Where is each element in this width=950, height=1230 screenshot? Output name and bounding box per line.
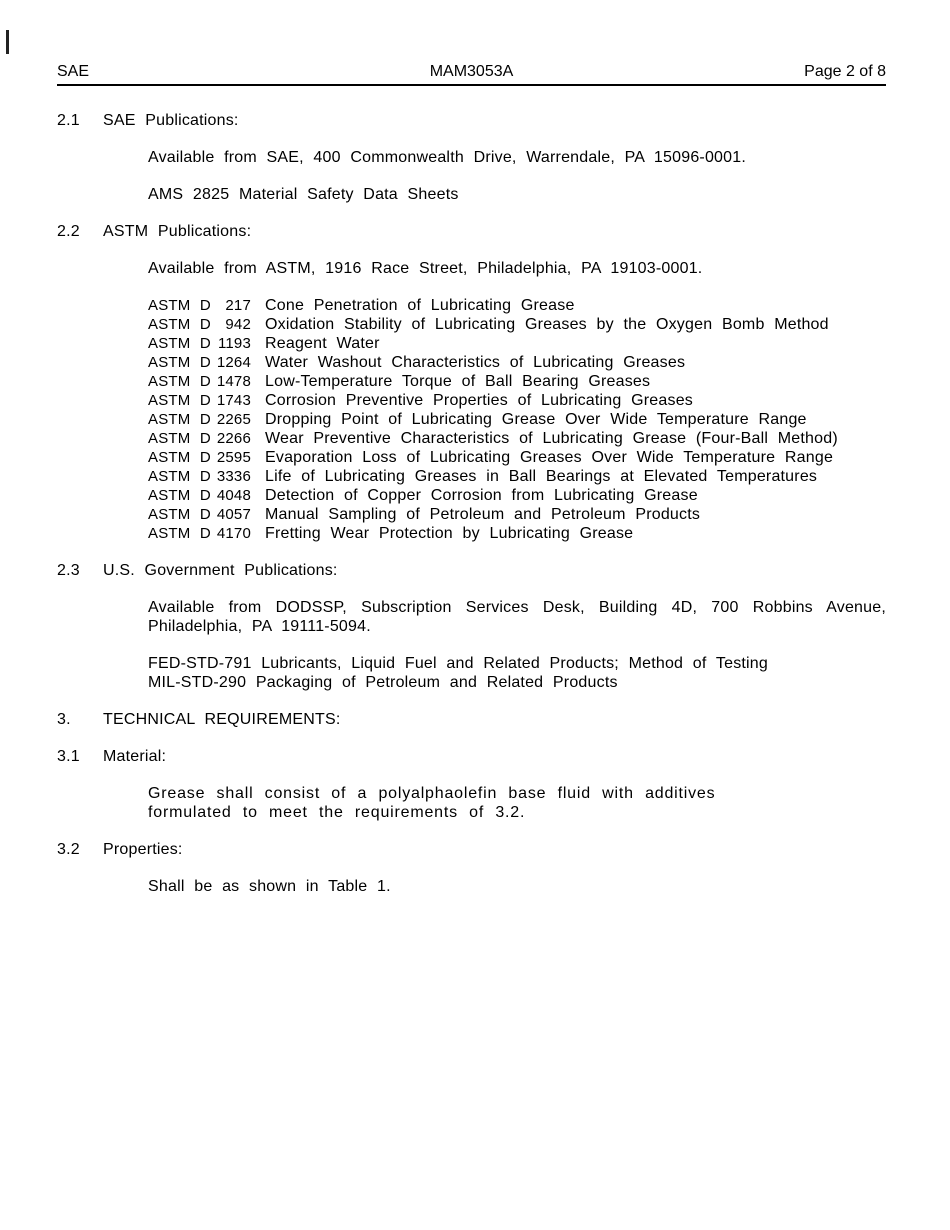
astm-std-number: 2595 — [216, 449, 251, 466]
astm-std-number: 2265 — [216, 411, 251, 428]
astm-standard-row — [148, 505, 850, 524]
astm-standard-row — [148, 448, 850, 467]
section-number: 2.2 — [57, 223, 80, 240]
astm-std-title: Manual Sampling of Petroleum and Petroleum Products — [265, 506, 701, 523]
section-number: 3. — [57, 711, 71, 728]
fed-std-791-line: FED-STD-791 Lubricants, Liquid Fuel and Related Products; Method of Testing — [148, 655, 768, 672]
astm-std-prefix: ASTM D — [148, 373, 211, 390]
astm-standard-row — [148, 334, 850, 353]
astm-std-number: 4170 — [216, 525, 251, 542]
astm-std-title: Detection of Copper Corrosion from Lubricating Grease — [265, 487, 698, 504]
paragraph-astm-address: Available from ASTM, 1916 Race Street, Philadelphia, PA 19103-0001. — [148, 260, 703, 277]
scan-artifact — [6, 30, 9, 54]
astm-std-number: 1264 — [216, 354, 251, 371]
paragraph-sae-address: Available from SAE, 400 Commonwealth Drive, Warrendale, PA 15096-0001. — [148, 149, 746, 166]
astm-std-prefix: ASTM D — [148, 335, 211, 352]
section-title: TECHNICAL REQUIREMENTS: — [103, 711, 341, 728]
header-page-label: Page 2 of 8 — [804, 63, 886, 80]
astm-std-prefix: ASTM D — [148, 449, 211, 466]
astm-std-number: 2266 — [216, 430, 251, 447]
astm-standard-row — [148, 391, 850, 410]
section-heading-2-3 — [57, 561, 886, 580]
section-heading-3 — [57, 710, 886, 729]
astm-std-number: 4057 — [216, 506, 251, 523]
section-number: 2.3 — [57, 562, 80, 579]
astm-std-number: 1478 — [216, 373, 251, 390]
astm-standard-row — [148, 296, 850, 315]
section-title: SAE Publications: — [103, 112, 239, 129]
section-title: ASTM Publications: — [103, 223, 252, 240]
astm-standard-row — [148, 315, 850, 334]
section-number: 2.1 — [57, 112, 80, 129]
astm-std-prefix: ASTM D — [148, 487, 211, 504]
section-heading-2-1 — [57, 111, 886, 130]
astm-standard-row — [148, 486, 850, 505]
astm-standard-row — [148, 410, 850, 429]
paragraph-properties: Shall be as shown in Table 1. — [148, 878, 391, 895]
astm-std-title: Water Washout Characteristics of Lubricating Greases — [265, 354, 686, 371]
astm-std-prefix: ASTM D — [148, 525, 211, 542]
paragraph-ams-2825: AMS 2825 Material Safety Data Sheets — [148, 186, 459, 203]
astm-std-title: Wear Preventive Characteristics of Lubricating Grease (Four-Ball Method) — [265, 430, 838, 447]
astm-std-title: Cone Penetration of Lubricating Grease — [265, 297, 575, 314]
astm-std-title: Oxidation Stability of Lubricating Greases by the Oxygen Bomb Method — [265, 316, 829, 333]
page-header — [57, 62, 886, 86]
astm-std-title: Dropping Point of Lubricating Grease Over Wide Temperature Range — [265, 411, 807, 428]
astm-std-title: Life of Lubricating Greases in Ball Bearings at Elevated Temperatures — [265, 468, 818, 485]
section-title: Material: — [103, 748, 167, 765]
astm-std-title: Corrosion Preventive Properties of Lubricating Greases — [265, 392, 693, 409]
astm-std-title: Evaporation Loss of Lubricating Greases Over Wide Temperature Range — [265, 449, 834, 466]
astm-standards-list — [148, 296, 850, 543]
astm-std-prefix: ASTM D — [148, 468, 211, 485]
astm-std-prefix: ASTM D — [148, 506, 211, 523]
paragraph-dodssp-address: Available from DODSSP, Subscription Services Desk, Building 4D, 700 Robbins Avenue, Philadelphia, PA 19111-5094. — [148, 599, 886, 635]
astm-standard-row — [148, 353, 850, 372]
astm-std-prefix: ASTM D — [148, 430, 211, 447]
astm-std-prefix: ASTM D — [148, 297, 211, 314]
astm-std-number: 1743 — [216, 392, 251, 409]
astm-standard-row — [148, 429, 850, 448]
document-body — [57, 111, 886, 896]
astm-std-number: 4048 — [216, 487, 251, 504]
section-number: 3.2 — [57, 841, 80, 858]
astm-std-number: 942 — [225, 316, 251, 333]
section-title: U.S. Government Publications: — [103, 562, 338, 579]
astm-std-prefix: ASTM D — [148, 411, 211, 428]
astm-std-number: 1193 — [217, 335, 251, 352]
astm-standard-row — [148, 372, 850, 391]
astm-std-prefix: ASTM D — [148, 392, 211, 409]
paragraph-material: Grease shall consist of a polyalphaolefin base fluid with additives formulated to meet the requirements of 3.2. — [148, 785, 716, 821]
section-heading-2-2 — [57, 222, 886, 241]
header-org: SAE — [57, 63, 90, 80]
astm-std-prefix: ASTM D — [148, 354, 211, 371]
astm-std-title: Reagent Water — [265, 335, 380, 352]
mil-std-290-line: MIL-STD-290 Packaging of Petroleum and Related Products — [148, 674, 618, 691]
paragraph-gov-standards — [148, 654, 886, 692]
astm-std-number: 217 — [225, 297, 251, 314]
section-number: 3.1 — [57, 748, 80, 765]
astm-std-number: 3336 — [216, 468, 251, 485]
astm-standard-row — [148, 467, 850, 486]
section-heading-3-2 — [57, 840, 886, 859]
astm-std-title: Fretting Wear Protection by Lubricating Grease — [265, 525, 634, 542]
section-heading-3-1 — [57, 747, 886, 766]
astm-std-title: Low-Temperature Torque of Ball Bearing Greases — [265, 373, 651, 390]
section-title: Properties: — [103, 841, 183, 858]
header-doc-number: MAM3053A — [429, 63, 514, 80]
astm-std-prefix: ASTM D — [148, 316, 211, 333]
astm-standard-row — [148, 524, 850, 543]
